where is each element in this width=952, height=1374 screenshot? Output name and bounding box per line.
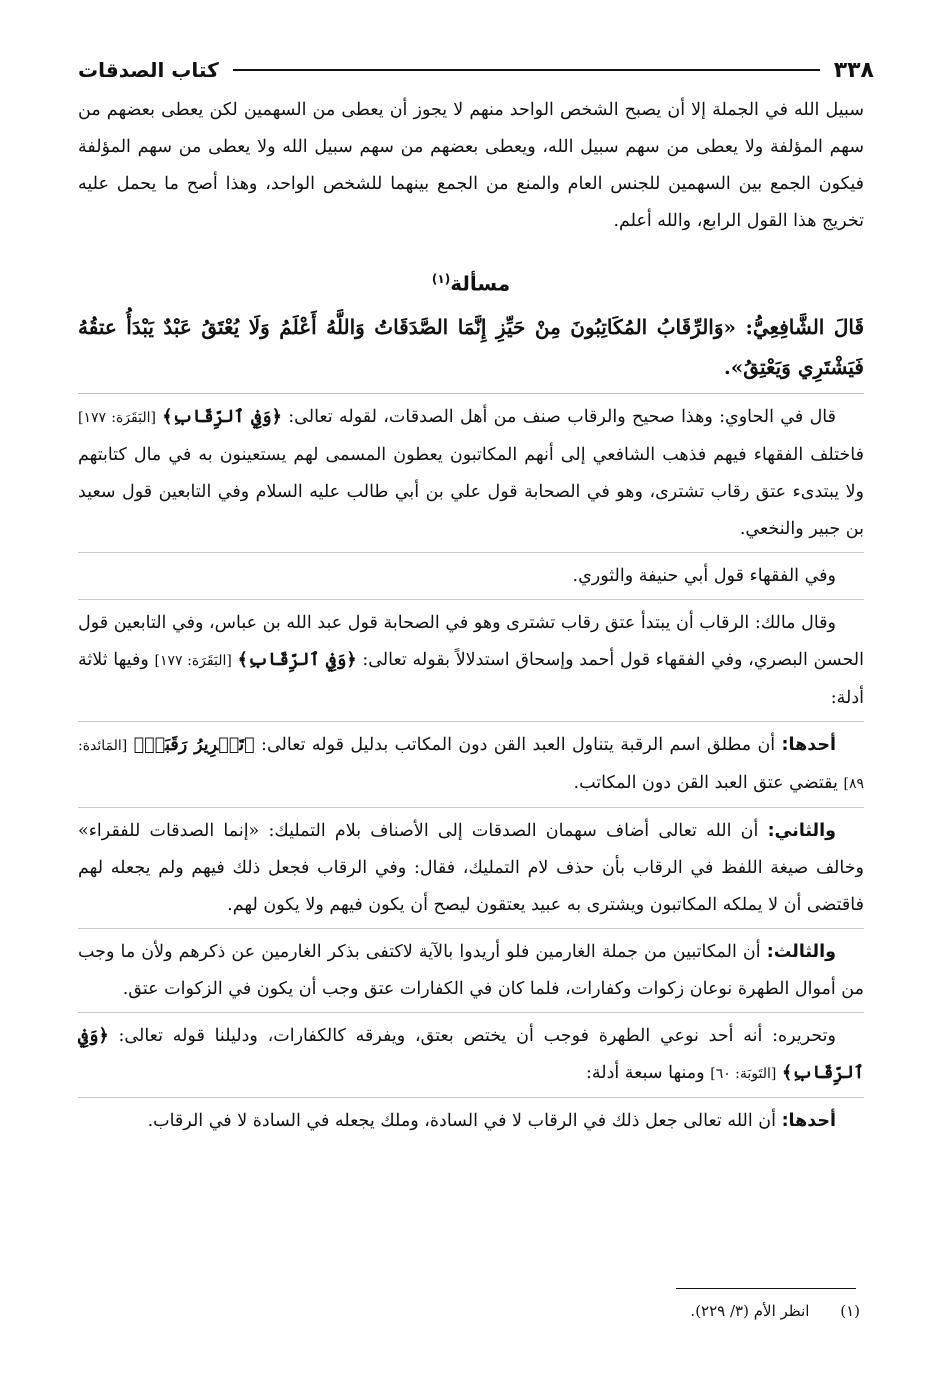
paragraph-tahrir	[78, 1018, 864, 1098]
section-title: مسألة	[450, 271, 511, 296]
quote-text: «وَالرِّقَابُ المُكَاتِبُونَ مِنْ حَيِّزِ إِنَّمَا الصَّدَقَاتُ وَاللَّهُ أَعْلَمُ وَلَا يُعْتَقُ عَبْدٌ يَبْدَأُ عتقُهُ فَيَشْتَرِي وَيَعْتِقُ».	[78, 314, 864, 379]
keyword: أحدها:	[781, 1110, 836, 1131]
verse-reference: [المَائدة: ٨٩]	[78, 737, 864, 792]
keyword: والثاني:	[767, 820, 836, 841]
text-run: أن المكاتبين من جملة الغارمين فلو أريدوا بالآية لاكتفى بذكر الغارمين عن ذكرهم ولأن ما وجب من أموال الطهرة نوعان زكوات وكفارات، فلما كان في الكفارات عتق وجب أن يكون في الزكوات عتق.	[78, 941, 864, 999]
footnote-text: انظر الأم (٣/ ٢٢٩).	[690, 1302, 810, 1320]
text-run: أن الله تعالى أضاف سهمان الصدقات إلى الأصناف بلام التمليك: «إنما الصدقات للفقراء» وخالف صيغة اللفظ في الرقاب بأن حذف لام التمليك، فقال: وفي الرقاب فجعل ذلك فيهم ولم يجعله لهم فاقتضى أن لا يملكه المكاتبون ويشترى به عبيد يعتقون ليصح أن يكون فيهم ولا يكون لهم.	[78, 820, 864, 915]
book-title: كتاب الصدقات	[78, 58, 219, 82]
quran-verse: ﴿وَفِي ٱلرِّقَابِ﴾	[78, 1025, 864, 1083]
text-run: فاختلف الفقهاء فيهم فذهب الشافعي إلى أنهم المكاتبون يعطون المسمى لهم يستعينون به في مال كتابتهم ولا يبتدىء عتق رقاب تشترى، وهو في الصحابة قول علي بن أبي طالب عليه السلام وفي التابعين قول سعيد بن جبير والنخعي.	[78, 444, 864, 539]
quran-verse: ﴿وَفِي ٱلرِّقَابِ﴾	[237, 649, 357, 670]
quote-speaker: قَالَ الشَّافِعِيُّ:	[745, 314, 864, 339]
text-run: وفيها ثلاثة أدلة:	[78, 649, 864, 708]
text-run: يقتضي عتق العبد القن دون المكاتب.	[573, 772, 838, 793]
quran-verse: ﴿وَفِي ٱلرِّقَابِ﴾	[162, 406, 282, 427]
paragraph-malik	[78, 605, 864, 722]
verse-reference: [التَوبَة: ٦٠]	[710, 1065, 777, 1082]
text-run: أن الله تعالى جعل ذلك في الرقاب لا في السادة، وملك يجعله في السادة لا في الرقاب.	[147, 1110, 776, 1131]
running-head	[78, 50, 874, 90]
paragraph-continuation: سبيل الله في الجملة إلا أن يصبح الشخص الواحد منهم لا يجوز أن يعطى من السهمين لكن يعطى بعضهم من سهم المؤلفة ولا يعطى من سهم سبيل الله، ويعطى بعضهم من سهم سبيل الله ولا يعطى من سهم المؤلفة فيكون الجمع بين السهمين للجنس العام والمنع من الجمع بينهما للشخص الواحد، وهذا أصح ما يحمل عليه تخريج هذا القول الرابع، والله أعلم.	[78, 100, 864, 231]
footnote-reference: (١)	[431, 272, 451, 286]
text-run: وتحريره: أنه أحد نوعي الطهرة فوجب أن يختص بعتق، ويفرقه كالكفارات، ودليلنا قوله تعالى:	[118, 1025, 836, 1046]
footnote-marker: (١)	[840, 1302, 860, 1320]
paragraph-proof-1	[78, 1103, 864, 1140]
header-rule	[233, 69, 820, 71]
footnote-rule	[676, 1288, 856, 1289]
text-run: أن مطلق اسم الرقبة يتناول العبد القن دون المكاتب بدليل قوله تعالى:	[261, 734, 776, 755]
paragraph-hawi	[78, 399, 864, 553]
paragraph-evidence-3	[78, 934, 864, 1013]
quran-verse: ﴿تَحۡرِيرُ رَقَبَةٖ﴾	[133, 734, 255, 755]
page-number: ٣٣٨	[833, 57, 874, 83]
text-run: وقال مالك: الرقاب أن يبتدأ عتق رقاب تشترى وهو في الصحابة قول عبد الله بن عباس، وفي التابعين قول الحسن البصري، وفي الفقهاء قول أحمد وإسحاق استدلالاً بقوله تعالى:	[78, 612, 864, 670]
paragraph-evidence-2	[78, 813, 864, 929]
paragraph-fuqaha: وفي الفقهاء قول أبي حنيفة والثوري.	[78, 558, 864, 600]
paragraph-evidence-1	[78, 727, 864, 808]
text-run: قال في الحاوي: وهذا صحيح والرقاب صنف من أهل الصدقات، لقوله تعالى:	[288, 406, 836, 427]
footnote	[690, 1298, 860, 1324]
verse-reference: [البَقَرَة: ١٧٧]	[78, 409, 156, 426]
text-run: ومنها سبعة أدلة:	[585, 1062, 705, 1083]
section-heading	[78, 262, 864, 301]
shafii-quote	[78, 307, 864, 394]
keyword: أحدها:	[781, 734, 836, 755]
keyword: والثالث:	[766, 941, 836, 962]
verse-reference: [البَقَرَة: ١٧٧]	[154, 652, 232, 669]
main-text	[78, 92, 864, 1145]
